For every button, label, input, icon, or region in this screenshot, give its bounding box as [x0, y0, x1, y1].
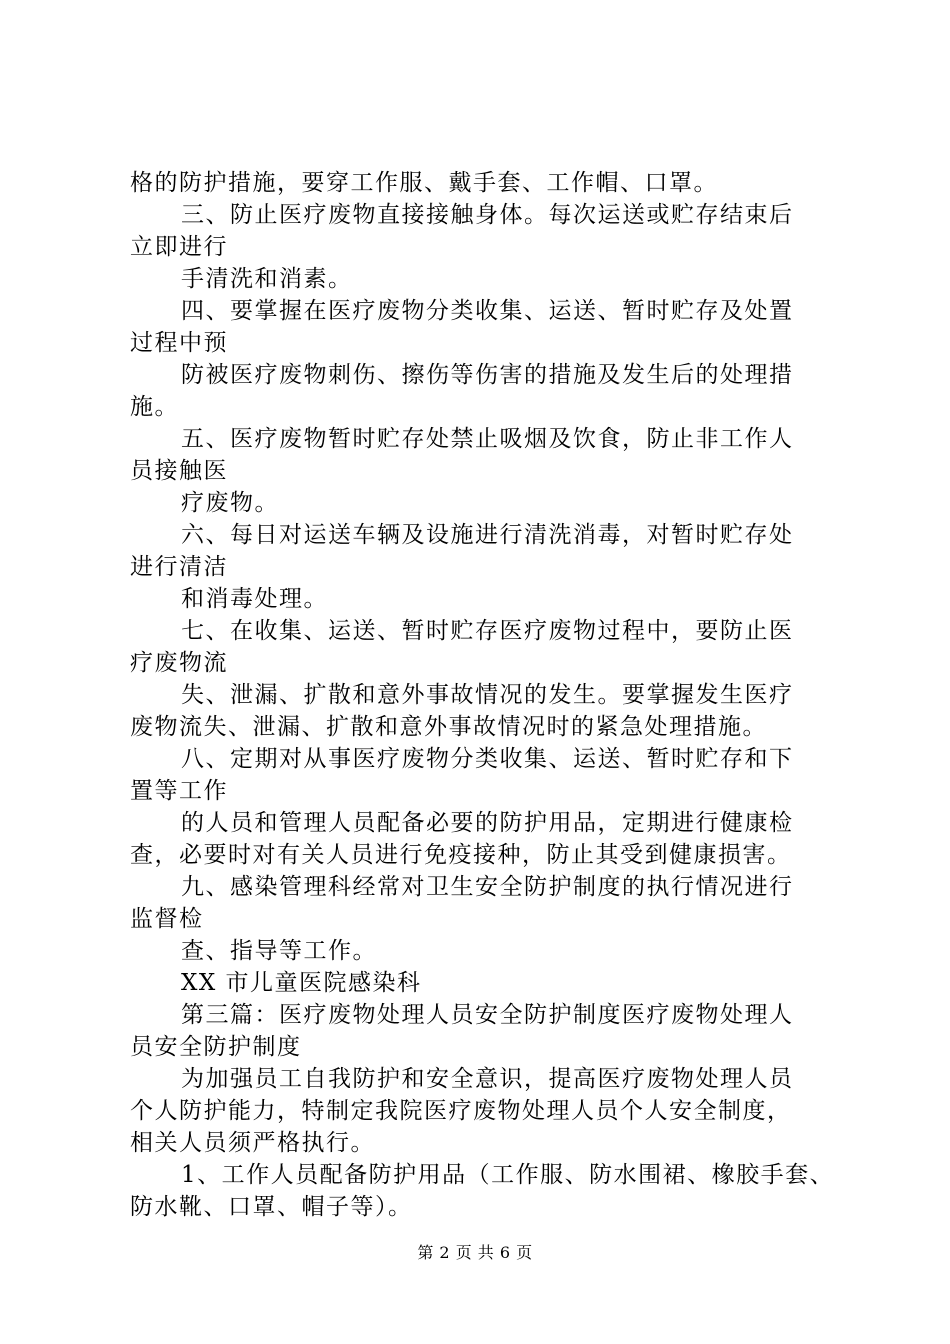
text-line: 为加强员工自我防护和安全意识，提高医疗废物处理人员	[181, 1066, 794, 1092]
page-footer: 第 2 页 共 6 页	[417, 1243, 533, 1262]
text-line: 疗废物流	[130, 650, 228, 676]
text-line: 员安全防护制度	[130, 1034, 302, 1060]
text-line: 九、感染管理科经常对卫生安全防护制度的执行情况进行	[181, 874, 794, 900]
text-line: 个人防护能力，特制定我院医疗废物处理人员个人安全制度，	[130, 1098, 792, 1124]
document-body	[130, 167, 835, 1223]
text-line: 疗废物。	[181, 490, 279, 516]
text-line: 和消毒处理。	[181, 586, 328, 612]
text-line: 第三篇：医疗废物处理人员安全防护制度医疗废物处理人	[181, 1002, 794, 1028]
text-line: 过程中预	[130, 330, 228, 356]
text-line: 防被医疗废物刺伤、擦伤等伤害的措施及发生后的处理措	[181, 362, 794, 388]
text-line: 相关人员须严格执行。	[130, 1130, 375, 1156]
text-line: 查、指导等工作。	[181, 938, 377, 964]
text-line: 监督检	[130, 906, 204, 932]
text-line: 五、医疗废物暂时贮存处禁止吸烟及饮食，防止非工作人	[181, 426, 794, 452]
text-line: 进行清洁	[130, 554, 228, 580]
text-line: 格的防护措施，要穿工作服、戴手套、工作帽、口罩。	[130, 170, 718, 196]
text-line: 施。	[130, 394, 179, 420]
text-line: 1、工作人员配备防护用品（工作服、防水围裙、橡胶手套、	[181, 1162, 835, 1188]
text-line: 防水靴、口罩、帽子等）。	[130, 1194, 413, 1220]
text-line: 七、在收集、运送、暂时贮存医疗废物过程中，要防止医	[181, 618, 794, 644]
text-line: XX 市儿童医院感染科	[181, 970, 422, 996]
text-line: 六、每日对运送车辆及设施进行清洗消毒，对暂时贮存处	[181, 522, 794, 548]
text-line: 的人员和管理人员配备必要的防护用品，定期进行健康检	[181, 810, 794, 836]
text-line: 立即进行	[130, 234, 228, 260]
text-line: 三、防止医疗废物直接接触身体。每次运送或贮存结束后	[181, 202, 794, 228]
text-line: 手清洗和消素。	[181, 266, 353, 292]
text-line: 八、定期对从事医疗废物分类收集、运送、暂时贮存和下	[181, 746, 794, 772]
text-line: 废物流失、泄漏、扩散和意外事故情况时的紧急处理措施。	[130, 714, 767, 740]
text-line: 置等工作	[130, 778, 228, 804]
text-line: 四、要掌握在医疗废物分类收集、运送、暂时贮存及处置	[181, 298, 794, 324]
text-line: 查，必要时对有关人员进行免疫接种，防止其受到健康损害。	[130, 842, 792, 868]
text-line: 员接触医	[130, 458, 228, 484]
text-line: 失、泄漏、扩散和意外事故情况的发生。要掌握发生医疗	[181, 682, 794, 708]
